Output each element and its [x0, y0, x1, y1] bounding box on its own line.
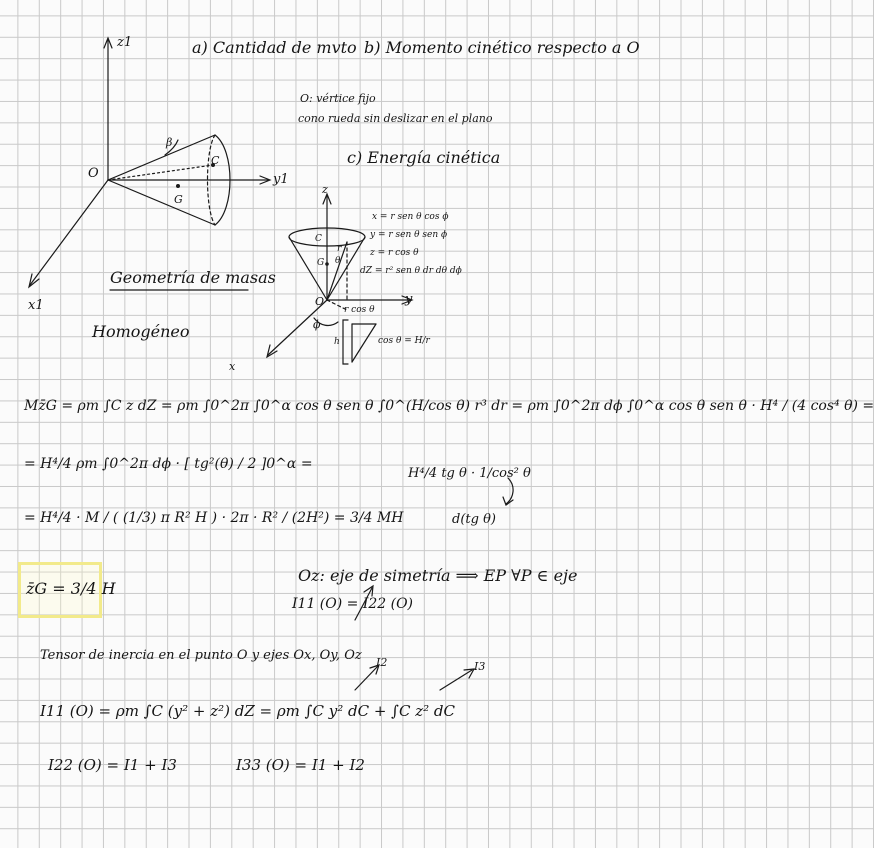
- diagram1-beta-label: β: [166, 136, 173, 149]
- diagram1-cone-edge-bottom: [108, 180, 215, 225]
- inset-bracket: [343, 320, 348, 364]
- diagram2-y-label: y: [405, 292, 413, 307]
- tensor-label-i3: I3: [474, 660, 486, 673]
- diagram1-y-label: y1: [273, 172, 289, 187]
- diagram1-cone-edge-top: [108, 135, 215, 180]
- param-x: x = r sen θ cos ϕ: [372, 212, 449, 222]
- diagram2-g-label: G: [317, 258, 325, 268]
- diagram2-o-label: O: [315, 295, 325, 308]
- equation-line-2: = H⁴/4 ρm ∫0^2π dϕ · [ tg²(θ) / 2 ]0^α =: [24, 456, 313, 472]
- diagram2-z-label: z: [322, 183, 328, 196]
- diagram2-theta-label: θ: [335, 256, 341, 266]
- param-dv: dZ = r² sen θ dr dθ dϕ: [360, 266, 462, 276]
- i2-arrow: [355, 666, 378, 690]
- cos-relation: cos θ = H/r: [378, 336, 430, 346]
- note-vertex: O: vértice fijo: [300, 92, 376, 105]
- diagram1-g-point: [176, 184, 180, 188]
- homogeneo-label: Homogéneo: [92, 322, 190, 341]
- equation-side-2: d(tg θ): [452, 512, 496, 527]
- equation-side-1: H⁴/4 tg θ · 1/cos² θ: [408, 466, 531, 481]
- heading-c: c) Energía cinética: [347, 148, 501, 167]
- diagram2-rcos-label: r cos θ: [344, 305, 375, 315]
- param-y: y = r sen θ sen ϕ: [370, 230, 448, 240]
- param-z: z = r cos θ: [370, 248, 419, 258]
- tensor-label-i2: I2: [376, 656, 388, 669]
- diagram2-phi-label: ϕ: [313, 318, 321, 331]
- diagram1-origin-label: O: [88, 166, 99, 181]
- diagram2-h-label: h: [334, 337, 340, 347]
- diagram1-z-label: z1: [117, 35, 133, 50]
- symmetry-axis: Oz: eje de simetría ⟹ EP ∀P ∈ eje: [298, 566, 578, 585]
- result-zg: z̄G = 3/4 H: [26, 579, 116, 598]
- diagram1-g-label: G: [174, 193, 183, 206]
- note-rolling: cono rueda sin deslizar en el plano: [298, 112, 493, 125]
- tensor-i22: I22 (O) = I1 + I3: [48, 756, 177, 774]
- diagram2-x-label: x: [229, 360, 236, 373]
- geometria-heading: Geometría de masas: [110, 268, 276, 287]
- inset-hyp: [352, 324, 376, 362]
- i3-arrow: [440, 670, 472, 690]
- tensor-i33: I33 (O) = I1 + I2: [236, 756, 365, 774]
- heading-b: b) Momento cinético respecto a O: [364, 38, 640, 57]
- diagram1-x-axis: [30, 180, 108, 285]
- heading-a: a) Cantidad de mvto: [192, 38, 357, 57]
- diagram1-x-label: x1: [28, 298, 44, 313]
- diagram2-r-label: r: [337, 244, 342, 254]
- diagram2-c-label: C: [315, 234, 322, 244]
- diagram1-c-label: C: [211, 154, 220, 167]
- tensor-i11: I11 (O) = ρm ∫C (y² + z²) dZ = ρm ∫C y² dC + ∫C z² dC: [40, 702, 455, 720]
- diagram2-g-point: [325, 262, 329, 266]
- tensor-title: Tensor de inercia en el punto O y ejes Ox, Oy, Oz: [40, 648, 362, 663]
- diagram1-axis-to-c: [108, 165, 213, 180]
- equation-line-3: = H⁴/4 · M / ( (1/3) π R² H ) · 2π · R² / (2H²) = 3/4 MH: [24, 510, 404, 526]
- symmetry-equal: I11 (O) = I22 (O): [292, 596, 414, 612]
- equation-line-1: Mz̄G = ρm ∫C z dZ = ρm ∫0^2π ∫0^α cos θ sen θ ∫0^(H/cos θ) r³ dr = ρm ∫0^2π dϕ ∫0^α cos θ sen θ · H⁴ / (4 cos⁴ θ) =: [24, 398, 874, 414]
